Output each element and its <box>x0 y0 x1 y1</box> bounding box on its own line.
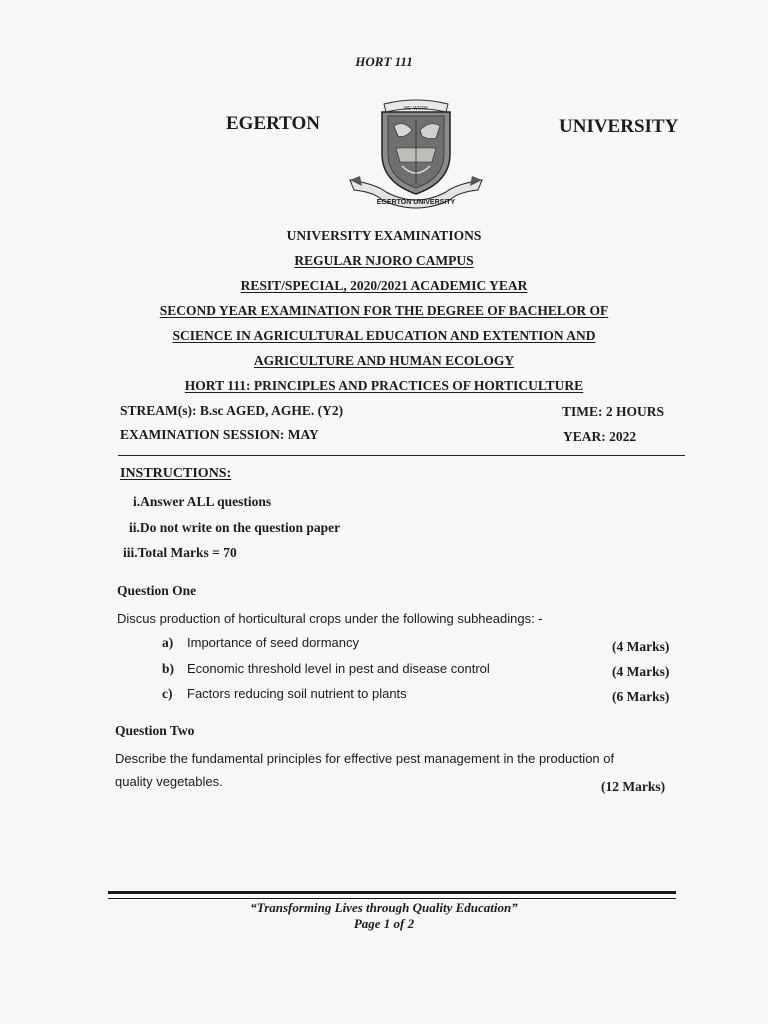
footer-motto: “Transforming Lives through Quality Education” <box>250 900 518 915</box>
part-text: Factors reducing soil nutrient to plants <box>187 686 407 701</box>
question-one-title: Question One <box>117 583 197 598</box>
part-text: Economic threshold level in pest and disease control <box>187 661 490 676</box>
university-name-left: EGERTON <box>226 113 321 134</box>
question-two-marks: (12 Marks) <box>601 779 666 794</box>
part-letter: c) <box>162 686 173 701</box>
instructions-title: INSTRUCTIONS: <box>120 466 232 481</box>
exam-heading-line: UNIVERSITY EXAMINATIONS <box>286 228 482 243</box>
part-letter: a) <box>162 635 174 650</box>
university-crest-logo <box>346 96 486 214</box>
page-number: Page 1 of 2 <box>353 916 415 931</box>
instruction-item: iii.Total Marks = 70 <box>123 545 237 560</box>
university-name-right: UNIVERSITY <box>559 116 679 137</box>
part-marks: (6 Marks) <box>612 689 670 704</box>
session-label: EXAMINATION SESSION: MAY <box>120 427 319 442</box>
course-code-header: HORT 111 <box>355 54 413 69</box>
exam-heading-line: SCIENCE IN AGRICULTURAL EDUCATION AND EXTENTION AND <box>172 328 596 343</box>
svg-text:WE WORK: WE WORK <box>403 106 429 112</box>
exam-heading-line: AGRICULTURE AND HUMAN ECOLOGY <box>253 353 515 368</box>
question-two-text: Describe the fundamental principles for effective pest management in the production of <box>115 751 615 766</box>
instruction-item: ii.Do not write on the question paper <box>129 520 341 535</box>
year-label: YEAR: 2022 <box>563 429 637 444</box>
svg-text:EGERTON UNIVERSITY: EGERTON UNIVERSITY <box>376 199 456 206</box>
divider-rule <box>118 455 685 456</box>
exam-heading-line: SECOND YEAR EXAMINATION FOR THE DEGREE OF BACHELOR OF <box>159 303 609 318</box>
course-title-line: HORT 111: PRINCIPLES AND PRACTICES OF HORTICULTURE <box>184 378 584 393</box>
exam-heading-line: RESIT/SPECIAL, 2020/2021 ACADEMIC YEAR <box>240 278 528 293</box>
footer-rule <box>108 891 676 899</box>
part-letter: b) <box>162 661 175 676</box>
part-text: Importance of seed dormancy <box>187 635 359 650</box>
question-two-title: Question Two <box>115 723 195 738</box>
time-label: TIME: 2 HOURS <box>562 404 665 419</box>
question-two-text: quality vegetables. <box>115 774 223 789</box>
instruction-item: i.Answer ALL questions <box>133 494 272 509</box>
question-one-intro: Discus production of horticultural crops under the following subheadings: - <box>117 611 543 626</box>
stream-label: STREAM(s): B.sc AGED, AGHE. (Y2) <box>120 403 344 418</box>
part-marks: (4 Marks) <box>612 664 670 679</box>
exam-heading-line: REGULAR NJORO CAMPUS <box>294 253 474 268</box>
part-marks: (4 Marks) <box>612 639 670 654</box>
